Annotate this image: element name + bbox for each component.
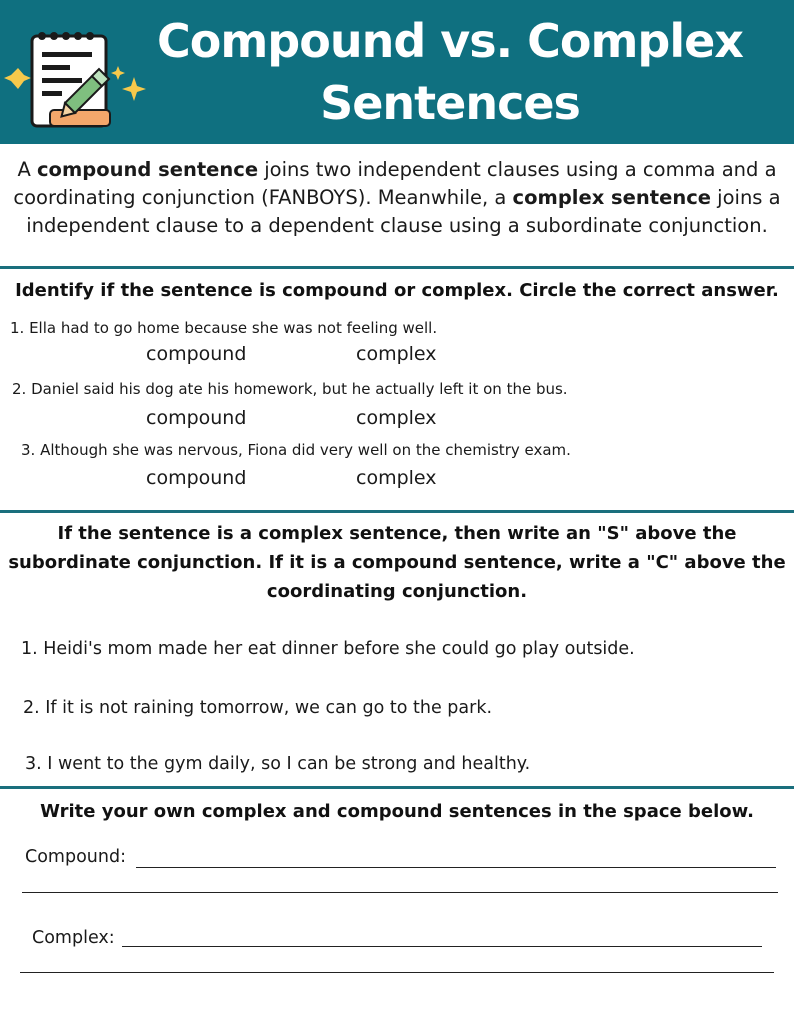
question-2: 2. Daniel said his dog ate his homework, but he actually left it on the bus. — [12, 380, 568, 398]
section-divider — [0, 266, 794, 269]
complex-label: Complex: — [32, 928, 115, 948]
q1-option-compound[interactable]: compound — [146, 343, 247, 365]
sentence-item-1: 1. Heidi's mom made her eat dinner before she could go play outside. — [21, 639, 635, 659]
title-line-1: Compound vs. Complex — [157, 14, 743, 68]
complex-answer-line-2[interactable] — [20, 972, 774, 973]
q3-option-compound[interactable]: compound — [146, 467, 247, 489]
page-title — [150, 10, 750, 134]
section3-heading: Write your own complex and compound sentences in the space below. — [40, 801, 754, 822]
sentence-item-3: 3. I went to the gym daily, so I can be strong and healthy. — [25, 754, 531, 774]
compound-label: Compound: — [25, 847, 126, 867]
intro-line-2 — [0, 184, 794, 212]
intro-line-3: independent clause to a dependent clause using a subordinate conjunction. — [26, 214, 768, 237]
intro-line-1 — [0, 156, 794, 184]
intro-text: A — [17, 158, 37, 181]
question-1: 1. Ella had to go home because she was not feeling well. — [10, 319, 438, 337]
q2-option-compound[interactable]: compound — [146, 407, 247, 429]
intro-paragraph — [0, 156, 794, 240]
section2-heading-line-3: coordinating conjunction. — [266, 581, 528, 602]
compound-answer-line-2[interactable] — [22, 892, 778, 893]
term-compound: compound sentence — [36, 158, 259, 181]
q1-option-complex[interactable]: complex — [356, 343, 437, 365]
sentence-item-2: 2. If it is not raining tomorrow, we can go to the park. — [23, 698, 493, 718]
section2-heading — [0, 519, 794, 606]
notepad-pencil-sparkle-icon — [4, 22, 152, 134]
intro-text: coordinating conjunction (FANBOYS). Meanwhile, a — [13, 186, 513, 209]
term-complex: complex sentence — [512, 186, 711, 209]
compound-answer-line[interactable] — [136, 867, 776, 868]
q3-option-complex[interactable]: complex — [356, 467, 437, 489]
header-banner — [0, 0, 794, 144]
intro-text: joins two independent clauses using a comma and a — [258, 158, 777, 181]
section2-heading-line-2: subordinate conjunction. If it is a compound sentence, write a "C" above the — [8, 552, 786, 573]
complex-answer-line[interactable] — [122, 946, 762, 947]
title-line-2: Sentences — [320, 76, 580, 130]
section1-heading: Identify if the sentence is compound or complex. Circle the correct answer. — [15, 280, 779, 301]
q2-option-complex[interactable]: complex — [356, 407, 437, 429]
section2-heading-line-1: If the sentence is a complex sentence, then write an "S" above the — [57, 523, 737, 544]
section-divider — [0, 510, 794, 513]
section-divider — [0, 786, 794, 789]
question-3: 3. Although she was nervous, Fiona did very well on the chemistry exam. — [21, 441, 571, 459]
intro-text: joins a — [710, 186, 781, 209]
